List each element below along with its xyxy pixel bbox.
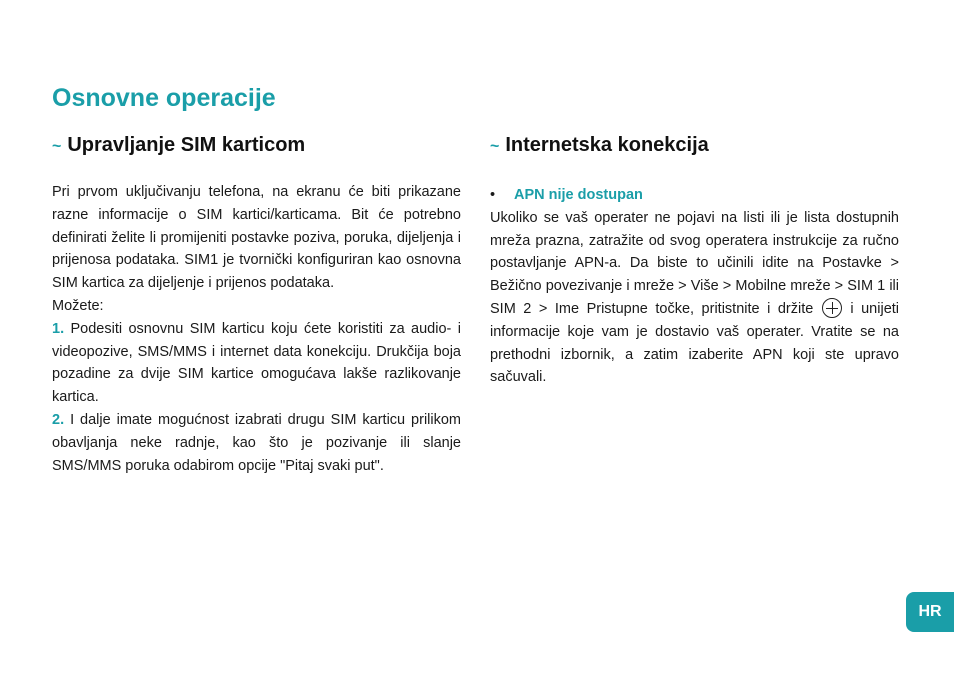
apn-text-part-2: i unijeti informacije koje vam je dostavio vaš operater. Vratite se na prethodni izbornik, a zatim izaberite APN koji ste upravo sačuvali. [490, 300, 900, 386]
sim-section-body [52, 181, 461, 477]
internet-section-heading [490, 134, 899, 160]
sim-list-item-2 [52, 409, 461, 477]
apn-bullet [490, 184, 899, 207]
sim-section-heading [52, 134, 461, 160]
list-number: 1. [52, 320, 65, 337]
sim-section [52, 134, 461, 477]
internet-section [490, 134, 899, 389]
list-item-text: I dalje imate mogućnost izabrati drugu SIM karticu prilikom obavljanja neke radnje, kao što je pozivanje ili slanje SMS/MMS poruka odabirom opcije "Pitaj svaki put". [52, 411, 462, 474]
list-number: 2. [52, 411, 65, 428]
list-item-text: Podesiti osnovnu SIM karticu koju ćete koristiti za audio- i videopozive, SMS/MMS i internet data konekciju. Drukčija boja pozadine za dvije SIM kartice omogućava lakše razlikovanje kartica. [52, 320, 461, 406]
apn-bullet-title: APN nije dostupan [514, 187, 643, 203]
tilde-marker: ~ [490, 138, 500, 155]
sim-intro-paragraph: Pri prvom uključivanju telefona, na ekranu će biti prikazane razne informacije o SIM kartici/karticama. Bit će potrebno definirati želite li promijeniti postavke poziva, poruka, dijeljenja i prijenosa podataka. SIM1 je tvornički konfiguriran kao osnovna SIM kartica za dijeljenje i prijenos podataka. [52, 184, 461, 292]
internet-heading-text: Internetska konekcija [505, 134, 709, 156]
bullet-dot: • [490, 187, 496, 203]
page-title: Osnovne operacije [52, 84, 276, 112]
sim-lead-text: Možete: [52, 297, 104, 314]
apn-paragraph [490, 207, 899, 389]
sim-list-item-1 [52, 318, 461, 409]
apn-text-part-1: Ukoliko se vaš operater ne pojavi na listi ili je lista dostupnih mreža prazna, zatražite od svog operatera instrukcije za ručno postavljanje APN-a. Da biste to učinili idite na Postavke > Bežično povezivanje i mreže > Više > Mobilne mreže > SIM 1 ili SIM 2 > Ime Pristupne točke, pritistnite i držite [490, 209, 899, 317]
tilde-marker: ~ [52, 138, 62, 155]
internet-section-body [490, 184, 899, 389]
plus-circle-icon [822, 298, 842, 318]
language-badge: HR [906, 592, 954, 632]
sim-heading-text: Upravljanje SIM karticom [67, 134, 306, 156]
